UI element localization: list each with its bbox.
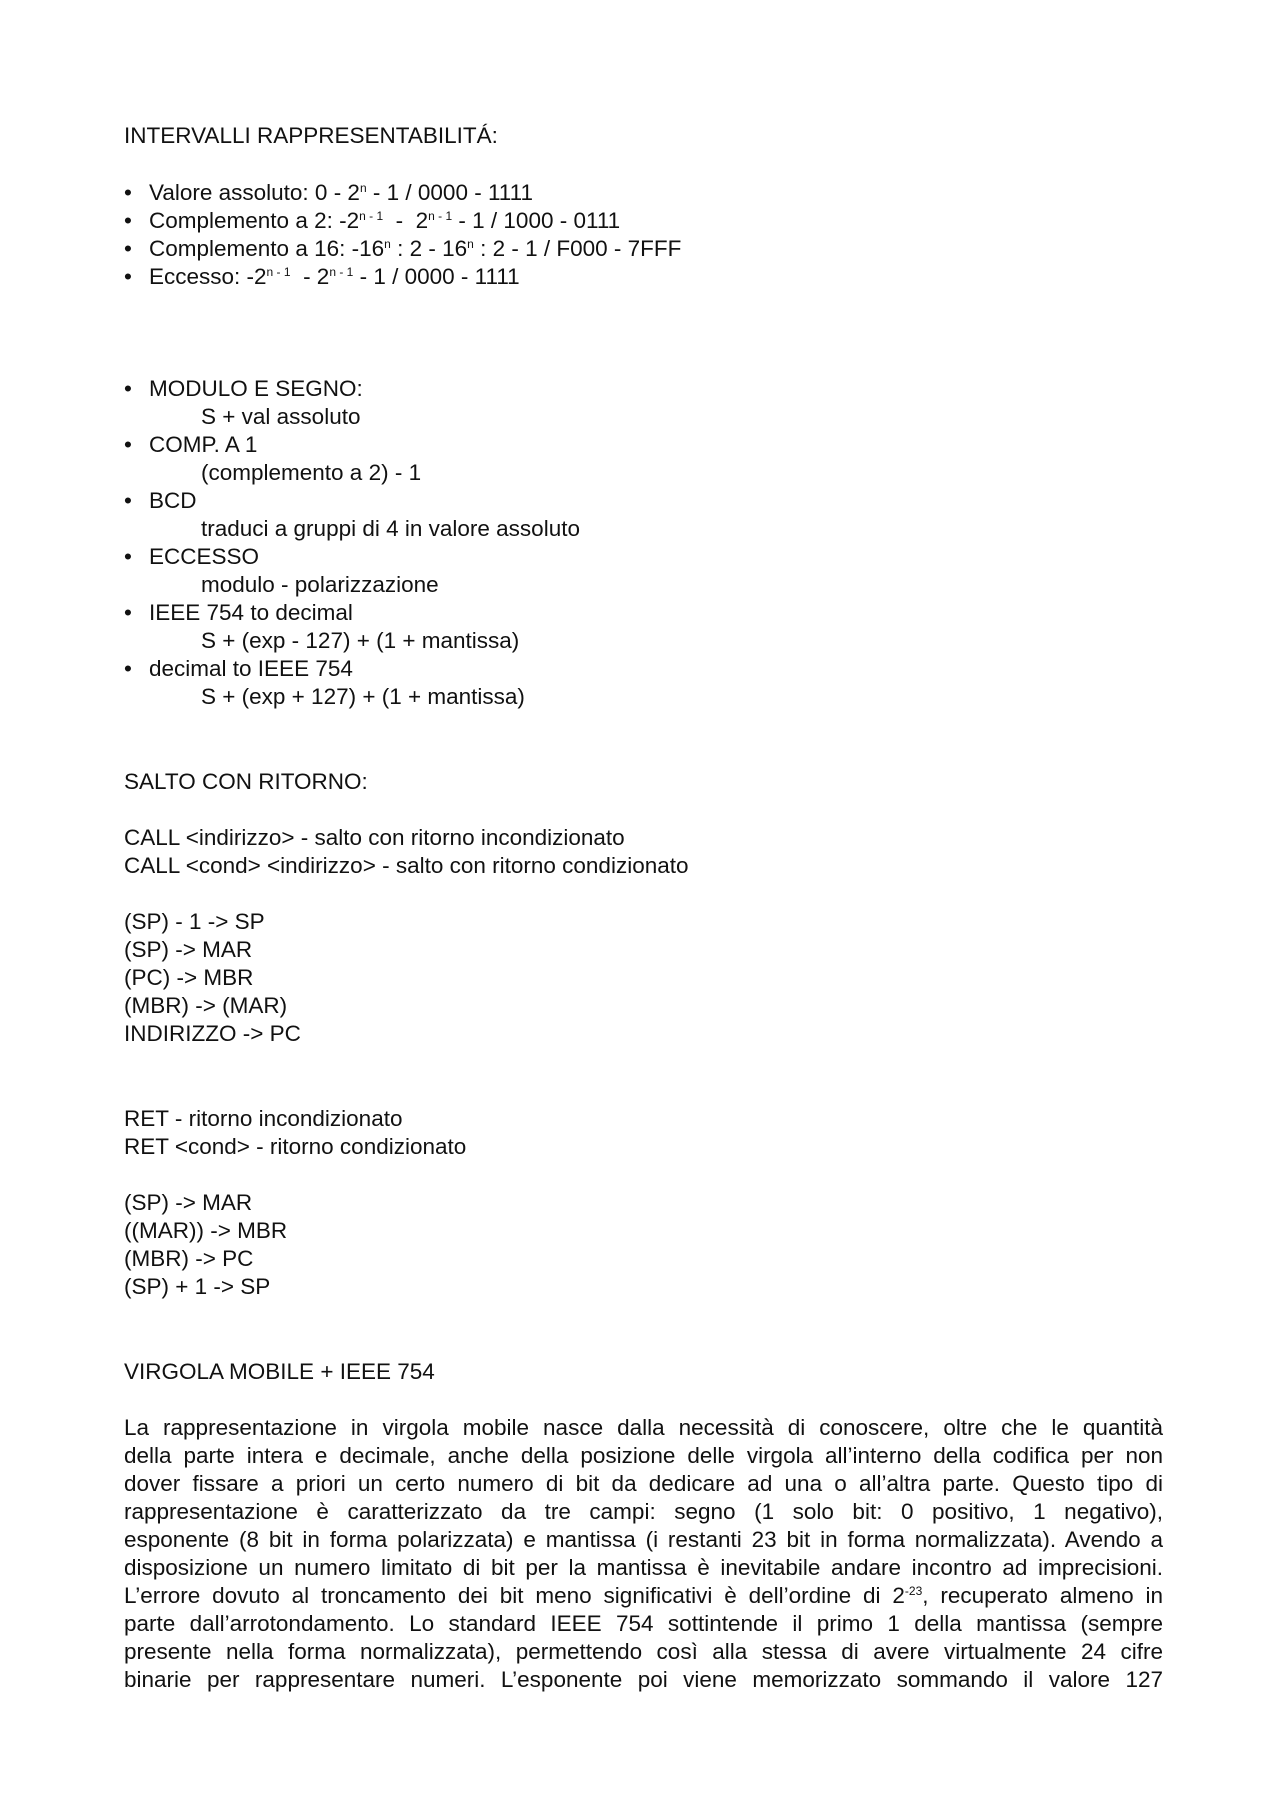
- encoding-name: decimal to IEEE 754: [149, 656, 353, 681]
- paragraph-line: binarie per rappresentare numeri. L’esponente poi viene memorizzato sommando il valore 127: [124, 1667, 1163, 1692]
- encoding-desc: S + (exp + 127) + (1 + mantissa): [201, 684, 525, 709]
- ret-step: (SP) + 1 -> SP: [124, 1274, 271, 1299]
- call-step: (MBR) -> (MAR): [124, 993, 288, 1018]
- section-title-floating-point: VIRGOLA MOBILE + IEEE 754: [124, 1359, 435, 1384]
- paragraph-line: presente nella forma normalizzata), permettendo così alla stessa di avere virtualmente 24 cifre: [124, 1639, 1163, 1664]
- section-title-call: SALTO CON RITORNO:: [124, 769, 368, 794]
- encoding-desc: modulo - polarizzazione: [201, 572, 439, 597]
- encoding-name: COMP. A 1: [149, 432, 258, 457]
- bullet: •: [124, 656, 132, 681]
- ret-step: (MBR) -> PC: [124, 1246, 254, 1271]
- paragraph-line: L’errore dovuto al troncamento dei bit meno significativi è dell’ordine di $2^{-23}$, recuperato almeno in: [124, 1583, 1163, 1608]
- ret-line: RET <cond> - ritorno condizionato: [124, 1134, 467, 1159]
- paragraph-line: rappresentazione è caratterizzato da tre campi: segno (1 solo bit: 0 positivo, 1 negativo),: [124, 1499, 1163, 1524]
- encoding-name: MODULO E SEGNO:: [149, 376, 363, 401]
- section-title-ranges: INTERVALLI RAPPRESENTABILITÁ:: [124, 123, 498, 148]
- ret-step: ((MAR)) -> MBR: [124, 1218, 288, 1243]
- bullet: •: [124, 600, 132, 625]
- paragraph-line: dover fissare a priori un certo numero di bit da dedicare ad una o all’altra parte. Questo tipo di: [124, 1471, 1163, 1496]
- call-line: CALL <cond> <indirizzo> - salto con ritorno condizionato: [124, 853, 689, 878]
- encoding-desc: S + val assoluto: [201, 404, 361, 429]
- bullet: •: [124, 180, 132, 205]
- paragraph-line: della parte intera e decimale, anche della posizione delle virgola all’interno della codifica per non: [124, 1443, 1163, 1468]
- bullet: •: [124, 488, 132, 513]
- paragraph-line: parte dall’arrotondamento. Lo standard IEEE 754 sottintende il primo 1 della mantissa (sempre: [124, 1611, 1163, 1636]
- range-item: Eccesso: -2$^{n - 1}$ - 2$^{n - 1}$ - 1 / 0000 - 1111: [149, 264, 520, 289]
- encoding-desc: traduci a gruppi di 4 in valore assoluto: [201, 516, 580, 541]
- paragraph-line: disposizione un numero limitato di bit per la mantissa è inevitabile andare incontro ad imprecisioni.: [124, 1555, 1163, 1580]
- bullet: •: [124, 208, 132, 233]
- paragraph-line: esponente (8 bit in forma polarizzata) e mantissa (i restanti 23 bit in forma normalizzata). Avendo a: [124, 1527, 1163, 1552]
- bullet: •: [124, 544, 132, 569]
- ret-step: (SP) -> MAR: [124, 1190, 253, 1215]
- call-step: (SP) - 1 -> SP: [124, 909, 265, 934]
- floating-point-paragraph: [124, 1414, 1163, 1694]
- encoding-name: ECCESSO: [149, 544, 260, 569]
- encoding-name: BCD: [149, 488, 197, 513]
- bullet: •: [124, 236, 132, 261]
- encoding-desc: (complemento a 2) - 1: [201, 460, 422, 485]
- encoding-desc: S + (exp - 127) + (1 + mantissa): [201, 628, 520, 653]
- call-step: (PC) -> MBR: [124, 965, 254, 990]
- encoding-name: IEEE 754 to decimal: [149, 600, 353, 625]
- bullet: •: [124, 432, 132, 457]
- bullet: •: [124, 264, 132, 289]
- range-item: Complemento a 16: -16$^n$ : 2 - 16$^n$ : 2 - 1 / F000 - 7FFF: [149, 236, 682, 261]
- bullet: •: [124, 376, 132, 401]
- ret-line: RET - ritorno incondizionato: [124, 1106, 403, 1131]
- range-item: Complemento a 2: -2$^{n - 1}$ - 2$^{n - 1}$ - 1 / 1000 - 0111: [149, 208, 621, 233]
- call-step: INDIRIZZO -> PC: [124, 1021, 301, 1046]
- call-line: CALL <indirizzo> - salto con ritorno incondizionato: [124, 825, 625, 850]
- range-item: Valore assoluto: 0 - 2$^n$ - 1 / 0000 - 1111: [149, 180, 533, 205]
- call-step: (SP) -> MAR: [124, 937, 253, 962]
- paragraph-line: La rappresentazione in virgola mobile nasce dalla necessità di conoscere, oltre che le quantità: [124, 1415, 1163, 1440]
